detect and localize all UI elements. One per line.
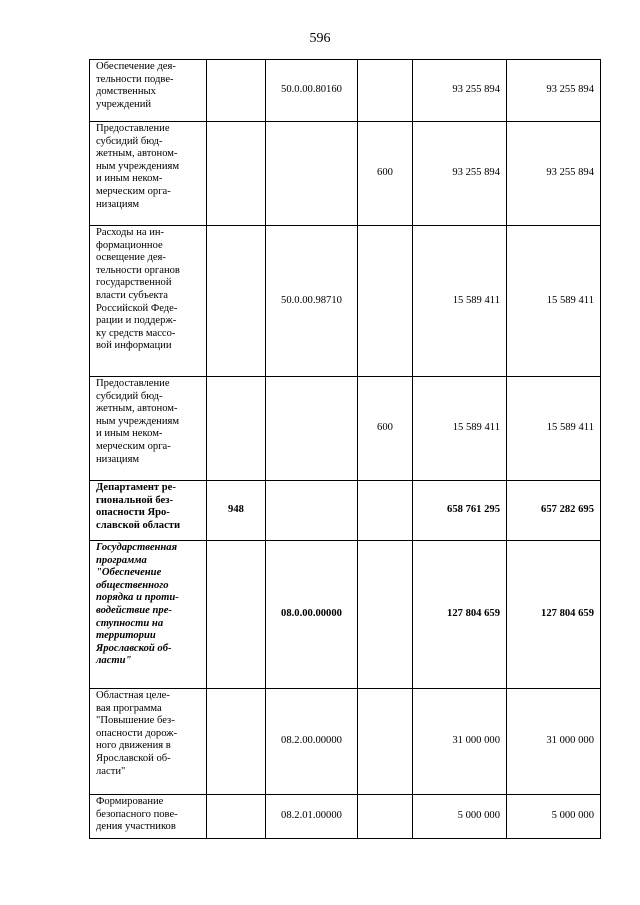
name-line: ступности на [96,617,164,629]
name-line: тельности подве- [96,73,174,85]
name-line: вая программа [96,702,162,714]
amount-year1-cell: 127 804 659 [413,541,507,689]
name-line: субсидий бюд- [96,390,163,402]
budget-table [89,59,601,839]
name-line: "Обеспечение [96,567,162,579]
name-line: Областная целе- [96,690,170,701]
amount-year2-cell: 31 000 000 [507,689,601,795]
table-row [90,60,601,122]
row-name-cell [90,377,207,481]
row-name-cell [90,689,207,795]
row-name-cell [90,122,207,226]
name-line: жетным, автоном- [96,403,178,415]
name-line: Расходы на ин- [96,227,165,238]
name-line: и иным неком- [96,173,163,185]
name-line: Предоставление [96,123,170,134]
name-line: опасности дорож- [96,727,178,739]
name-line: территории [96,630,156,642]
name-line: учреждений [96,98,152,110]
amount-year2-cell: 5 000 000 [507,795,601,839]
table-row [90,377,601,481]
name-line: ку средств массо- [96,327,176,339]
name-line: программа [96,554,147,566]
table-row [90,795,601,839]
dept-code-cell [207,377,266,481]
name-line: Формирование [96,796,164,807]
amount-year2-cell: 127 804 659 [507,541,601,689]
name-line: порядка и проти- [96,592,179,604]
amount-year1-cell: 15 589 411 [413,226,507,377]
dept-code-cell [207,122,266,226]
expense-type-cell [358,541,413,689]
name-line: и иным неком- [96,428,163,440]
name-line: домственных [96,86,156,98]
amount-year1-cell: 31 000 000 [413,689,507,795]
table-row [90,541,601,689]
amount-year1-cell: 15 589 411 [413,377,507,481]
name-line: дения участников [96,821,176,833]
target-article-cell: 08.2.00.00000 [266,689,358,795]
name-line: освещение дея- [96,252,166,264]
name-line: тельности органов [96,264,180,276]
name-line: "Повышение без- [96,715,175,727]
row-name-cell [90,541,207,689]
name-line: общественного [96,579,169,591]
expense-type-cell [358,226,413,377]
name-line: Обеспечение дея- [96,61,176,72]
name-line: славской области [96,519,181,531]
name-line: ным учреждениям [96,160,180,172]
table-row [90,122,601,226]
name-line: водействие пре- [96,604,172,616]
dept-code-cell [207,226,266,377]
amount-year1-cell: 5 000 000 [413,795,507,839]
amount-year1-cell: 658 761 295 [413,481,507,541]
amount-year1-cell: 93 255 894 [413,60,507,122]
table-row [90,226,601,377]
name-line: рации и поддерж- [96,315,177,327]
name-line: ласти" [96,765,126,777]
name-line: мерческим орга- [96,440,171,452]
dept-code-cell [207,541,266,689]
target-article-cell: 08.0.00.00000 [266,541,358,689]
name-line: низациям [96,453,140,465]
name-line: ласти" [96,655,132,667]
name-line: вой информации [96,340,172,352]
name-line: ного движения в [96,740,171,752]
target-article-cell: 50.0.00.98710 [266,226,358,377]
name-line: мерческим орга- [96,185,171,197]
row-name-cell [90,60,207,122]
target-article-cell: 08.2.01.00000 [266,795,358,839]
dept-code-cell [207,60,266,122]
dept-code-cell: 948 [207,481,266,541]
target-article-cell [266,377,358,481]
expense-type-cell [358,60,413,122]
amount-year2-cell: 657 282 695 [507,481,601,541]
dept-code-cell [207,689,266,795]
name-line: формационное [96,239,163,251]
table-row [90,481,601,541]
table-row [90,689,601,795]
target-article-cell: 50.0.00.80160 [266,60,358,122]
dept-code-cell [207,795,266,839]
name-line: опасности Яро- [96,507,170,519]
expense-type-cell [358,795,413,839]
target-article-cell [266,122,358,226]
expense-type-cell [358,689,413,795]
name-line: Ярославской об- [96,642,172,654]
name-line: государственной [96,277,172,289]
row-name-cell [90,226,207,377]
page-number: 596 [309,31,331,46]
row-name-cell [90,481,207,541]
name-line: жетным, автоном- [96,148,178,160]
name-line: гиональной без- [96,494,174,506]
name-line: Государственная [96,542,178,553]
amount-year1-cell: 93 255 894 [413,122,507,226]
amount-year2-cell: 93 255 894 [507,60,601,122]
name-line: Ярославской об- [96,752,171,764]
expense-type-cell: 600 [358,377,413,481]
name-line: ным учреждениям [96,415,180,427]
name-line: безопасного пове- [96,808,178,820]
name-line: субсидий бюд- [96,135,163,147]
expense-type-cell: 600 [358,122,413,226]
name-line: низациям [96,198,140,210]
amount-year2-cell: 15 589 411 [507,226,601,377]
name-line: Предоставление [96,378,170,389]
expense-type-cell [358,481,413,541]
target-article-cell [266,481,358,541]
amount-year2-cell: 15 589 411 [507,377,601,481]
name-line: власти субъекта [96,289,168,301]
row-name-cell [90,795,207,839]
amount-year2-cell: 93 255 894 [507,122,601,226]
name-line: Российской Феде- [96,302,178,314]
name-line: Департамент ре- [96,482,176,493]
